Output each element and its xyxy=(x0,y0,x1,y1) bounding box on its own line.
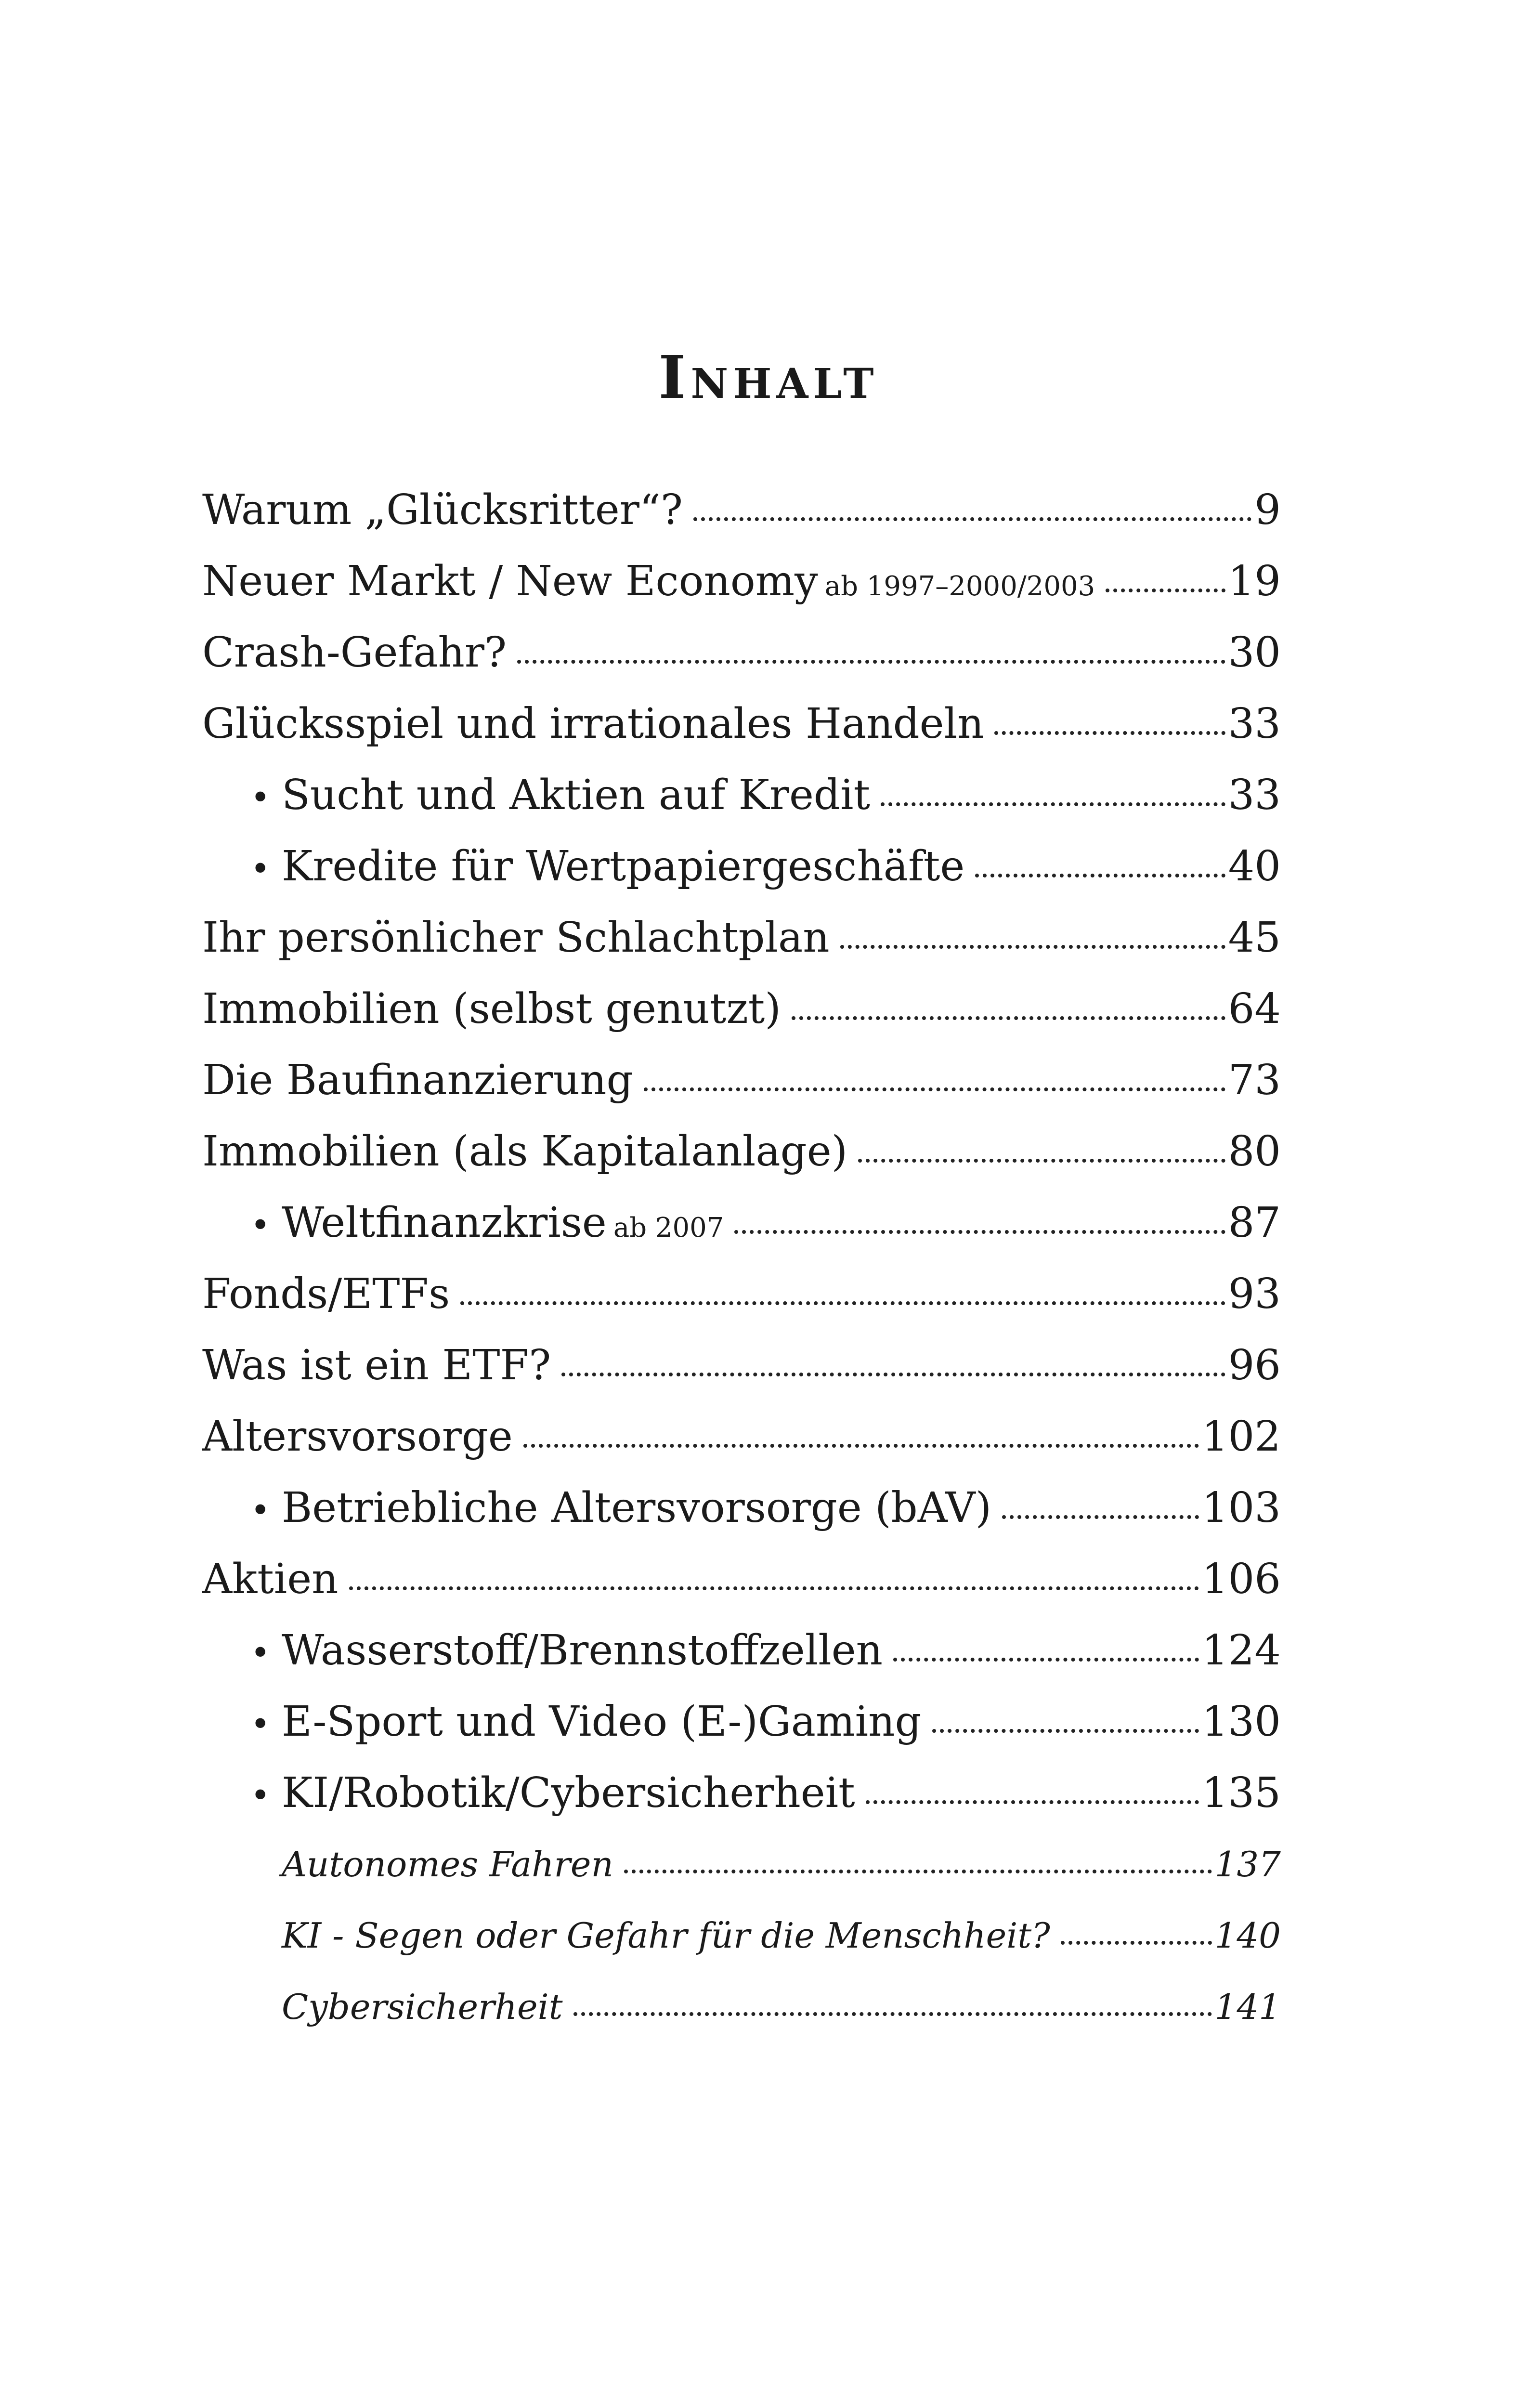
toc-entry-label: Warum „Glücksritter“? xyxy=(202,486,683,534)
toc-entry-label: Cybersicherheit xyxy=(282,1987,563,2027)
toc-entry xyxy=(202,688,1281,759)
toc-entry-page: 33 xyxy=(1228,700,1281,748)
toc-entry-page: 96 xyxy=(1228,1341,1281,1389)
toc-entry-page: 141 xyxy=(1214,1987,1281,2027)
toc-entry-page: 130 xyxy=(1201,1698,1281,1746)
toc-entry-label: Was ist ein ETF? xyxy=(202,1341,551,1389)
table-of-contents xyxy=(202,474,1281,2042)
toc-entry xyxy=(202,474,1281,546)
toc-entry-label: Ihr persönlicher Schlachtplan xyxy=(202,914,830,962)
toc-entry-label: Altersvorsorge xyxy=(202,1413,513,1461)
leader-dots xyxy=(994,731,1225,735)
toc-entry xyxy=(202,1045,1281,1116)
bullet-icon: • xyxy=(250,778,271,817)
toc-entry-label: E-Sport und Video (E-)Gaming xyxy=(282,1698,922,1746)
leader-dots xyxy=(1106,589,1225,592)
toc-entry-page: 137 xyxy=(1214,1844,1281,1885)
toc-entry-page: 140 xyxy=(1214,1915,1281,1956)
toc-subentry xyxy=(202,1472,1281,1544)
leader-dots xyxy=(460,1301,1225,1305)
toc-entry-page: 19 xyxy=(1228,557,1281,605)
toc-entry xyxy=(202,1401,1281,1472)
leader-dots xyxy=(893,1658,1199,1662)
toc-entry-label: Wasserstoff/Brennstoffzellen xyxy=(282,1626,883,1675)
toc-entry-page: 30 xyxy=(1228,628,1281,677)
leader-dots xyxy=(517,660,1225,664)
toc-entry-page: 80 xyxy=(1228,1127,1281,1176)
toc-entry-label: Crash-Gefahr? xyxy=(202,628,507,677)
toc-entry-label: Fonds/ETFs xyxy=(202,1270,450,1318)
bullet-icon: • xyxy=(250,1776,271,1815)
bullet-icon: • xyxy=(250,1633,271,1673)
toc-entry-label: Betriebliche Altersvorsorge (bAV) xyxy=(282,1484,992,1532)
bullet-icon: • xyxy=(250,1491,271,1530)
leader-dots xyxy=(523,1444,1199,1448)
toc-entry-page: 135 xyxy=(1201,1769,1281,1817)
toc-entry-label: KI - Segen oder Gefahr für die Menschheit? xyxy=(282,1915,1050,1956)
toc-entry-page: 124 xyxy=(1201,1626,1281,1675)
toc-entry-page: 9 xyxy=(1254,486,1281,534)
toc-entry-label: Glücksspiel und irrationales Handeln xyxy=(202,700,984,748)
toc-subsubentry xyxy=(202,1971,1281,2042)
toc-entry-page: 64 xyxy=(1228,985,1281,1033)
toc-entry-page: 33 xyxy=(1228,771,1281,819)
leader-dots xyxy=(624,1870,1212,1873)
toc-entry xyxy=(202,902,1281,973)
toc-subentry xyxy=(202,1686,1281,1757)
toc-entry-label: Sucht und Aktien auf Kredit xyxy=(282,771,871,819)
leader-dots xyxy=(866,1800,1199,1804)
toc-entry xyxy=(202,1258,1281,1330)
toc-entry-label: Weltfinanzkrise xyxy=(282,1199,607,1247)
leader-dots xyxy=(734,1230,1225,1234)
toc-entry-label: KI/Robotik/Cybersicherheit xyxy=(282,1769,855,1817)
toc-entry xyxy=(202,546,1281,617)
leader-dots xyxy=(792,1016,1225,1020)
toc-subentry xyxy=(202,1615,1281,1686)
bullet-icon: • xyxy=(250,849,271,889)
toc-entry-page: 103 xyxy=(1201,1484,1281,1532)
bullet-icon: • xyxy=(250,1704,271,1744)
toc-entry-label: Immobilien (als Kapitalanlage) xyxy=(202,1127,848,1176)
toc-entry xyxy=(202,973,1281,1045)
leader-dots xyxy=(975,874,1225,877)
toc-entry-page: 102 xyxy=(1201,1413,1281,1461)
toc-entry xyxy=(202,617,1281,688)
page-title: Inhalt xyxy=(658,342,879,412)
toc-entry-note: ab 2007 xyxy=(613,1212,724,1243)
leader-dots xyxy=(840,945,1225,949)
leader-dots xyxy=(693,517,1251,521)
toc-entry-page: 73 xyxy=(1228,1056,1281,1104)
toc-subsubentry xyxy=(202,1829,1281,1900)
leader-dots xyxy=(858,1159,1225,1163)
toc-entry xyxy=(202,1544,1281,1615)
toc-entry-note: ab 1997–2000/2003 xyxy=(824,571,1095,602)
leader-dots xyxy=(573,2012,1212,2016)
toc-entry-page: 87 xyxy=(1228,1199,1281,1247)
toc-subentry xyxy=(202,1187,1281,1258)
toc-entry-label: Autonomes Fahren xyxy=(282,1844,613,1885)
toc-entry-label: Die Baufinanzierung xyxy=(202,1056,633,1104)
toc-entry-page: 45 xyxy=(1228,914,1281,962)
bullet-icon: • xyxy=(250,1205,271,1245)
toc-entry-label: Immobilien (selbst genutzt) xyxy=(202,985,781,1033)
leader-dots xyxy=(349,1586,1199,1590)
toc-entry xyxy=(202,1116,1281,1187)
toc-entry-label: Aktien xyxy=(202,1555,339,1603)
toc-entry xyxy=(202,1330,1281,1401)
toc-entry-page: 106 xyxy=(1201,1555,1281,1603)
toc-entry-label: Neuer Markt / New Economy xyxy=(202,557,818,605)
leader-dots xyxy=(881,802,1225,806)
leader-dots xyxy=(1002,1515,1199,1519)
leader-dots xyxy=(932,1729,1199,1733)
toc-entry-label: Kredite für Wertpapiergeschäfte xyxy=(282,842,965,890)
toc-entry-page: 93 xyxy=(1228,1270,1281,1318)
leader-dots xyxy=(561,1373,1225,1376)
leader-dots xyxy=(1061,1941,1212,1945)
toc-subentry xyxy=(202,831,1281,902)
toc-subentry xyxy=(202,1757,1281,1829)
leader-dots xyxy=(644,1087,1225,1091)
toc-subentry xyxy=(202,759,1281,831)
toc-entry-page: 40 xyxy=(1228,842,1281,890)
toc-subsubentry xyxy=(202,1900,1281,1971)
